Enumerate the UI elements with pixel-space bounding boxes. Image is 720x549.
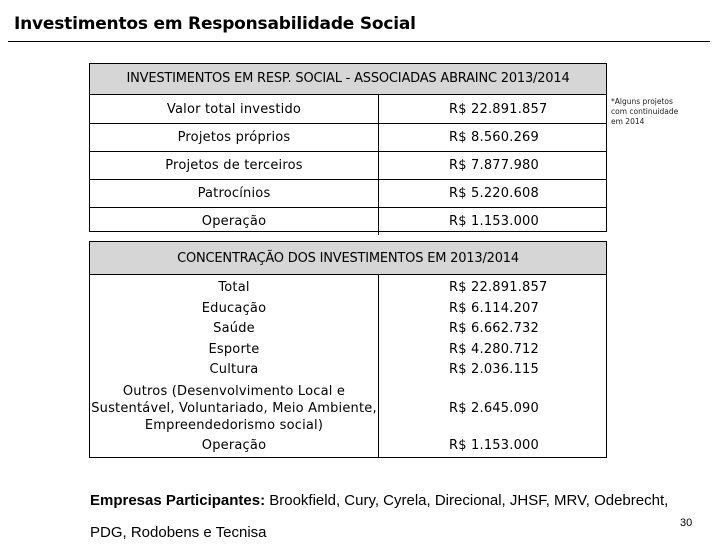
category-value: R$ 2.645.090 xyxy=(449,400,539,416)
category-label: Outros (Desenvolvimento Local e Sustentável, Voluntariado, Meio Ambiente, Empreendedorismo social) xyxy=(91,383,377,433)
page-number: 30 xyxy=(680,517,693,529)
row-label: Operação xyxy=(90,208,379,235)
investments-table xyxy=(89,63,607,232)
category-value: R$ 6.662.732 xyxy=(449,321,539,336)
row-label: Projetos de terceiros xyxy=(90,152,379,179)
category-label: Operação xyxy=(201,437,267,453)
row-value: R$ 7.877.980 xyxy=(449,158,539,173)
page-title: Investimentos em Responsabilidade Social xyxy=(14,14,416,34)
category-value: R$ 2.036.115 xyxy=(449,362,539,377)
title-divider xyxy=(8,41,710,42)
row-label: Projetos próprios xyxy=(90,124,379,151)
row-label: Patrocínios xyxy=(90,180,379,207)
category-column xyxy=(90,275,379,457)
row-label: Valor total investido xyxy=(90,95,379,123)
investments-table-header: INVESTIMENTOS EM RESP. SOCIAL - ASSOCIADAS ABRAINC 2013/2014 xyxy=(90,64,606,95)
table-row xyxy=(90,95,606,123)
category-label: Cultura xyxy=(209,362,259,377)
table-row xyxy=(90,179,606,207)
row-value: R$ 5.220.608 xyxy=(449,186,539,201)
table-row xyxy=(90,207,606,235)
continuity-note: *Alguns projetos com continuidade em 2014 xyxy=(611,97,679,126)
row-value: R$ 1.153.000 xyxy=(449,214,539,229)
category-value: R$ 4.280.712 xyxy=(449,341,539,357)
concentration-table-header: CONCENTRAÇÃO DOS INVESTIMENTOS EM 2013/2014 xyxy=(90,242,606,275)
value-column xyxy=(379,275,606,457)
category-value: R$ 22.891.857 xyxy=(449,280,548,295)
participants-companies: Brookfield, Cury, Cyrela, Direcional, JHSF, MRV, Odebrecht, PDG, Rodobens e Tecnisa xyxy=(90,492,669,541)
table-row xyxy=(90,123,606,151)
participants-text xyxy=(90,485,693,549)
concentration-table xyxy=(89,241,607,458)
table-row xyxy=(90,151,606,179)
row-value: R$ 22.891.857 xyxy=(449,101,548,117)
category-label: Esporte xyxy=(208,341,260,357)
participants-label: Empresas Participantes: xyxy=(90,492,266,509)
category-label: Total xyxy=(218,280,250,295)
category-label: Educação xyxy=(201,300,267,316)
row-value: R$ 8.560.269 xyxy=(449,130,539,145)
category-value: R$ 1.153.000 xyxy=(449,437,539,453)
category-label: Saúde xyxy=(213,321,255,336)
category-value: R$ 6.114.207 xyxy=(449,300,539,316)
